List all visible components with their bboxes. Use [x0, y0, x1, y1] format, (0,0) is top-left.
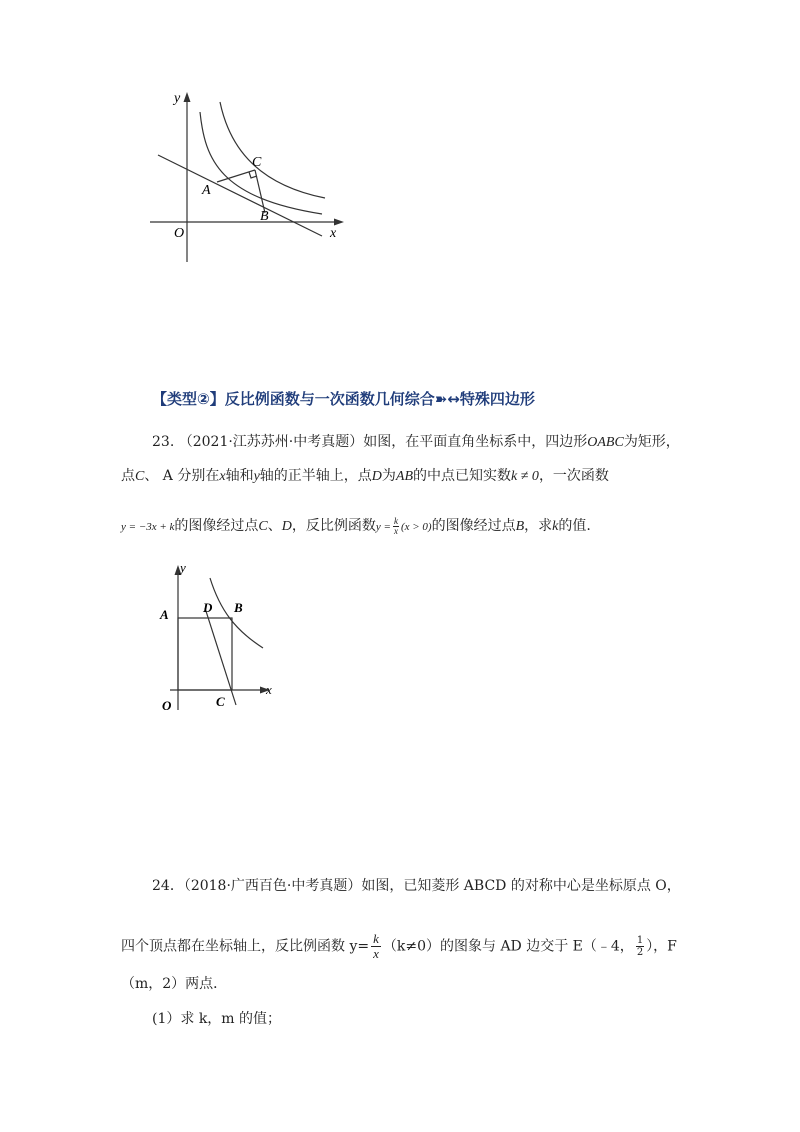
q23-text: ，求	[524, 518, 553, 534]
q23-text: 的图像经过点	[174, 518, 259, 534]
q24-frac-denominator: x	[373, 946, 379, 961]
q24-text: ），F	[646, 938, 677, 955]
q23-line-1	[152, 432, 680, 453]
q23-func2-condition: (x > 0)	[400, 521, 432, 533]
q23-linear-function: y = −3x + k	[121, 521, 175, 533]
q23-text: ，反比例函数	[291, 518, 376, 534]
q23-segment-ab: AB	[395, 469, 414, 484]
q23-line-2	[121, 466, 609, 487]
q24-fraction-half	[636, 935, 644, 958]
q24-fraction-k-over-x	[371, 932, 381, 961]
label-o: O	[174, 226, 185, 241]
q23-text: 、	[267, 518, 282, 534]
q24-line-1: 24．（2018·广西百色·中考真题）如图，已知菱形 ABCD 的对称中心是坐标原点 O，	[152, 878, 681, 894]
q23-text: 的中点已知实数	[413, 468, 512, 484]
q23-text: 、 A 分别在	[144, 468, 220, 484]
rectangle-oabc	[178, 618, 232, 690]
q23-func2-numerator: k	[393, 515, 398, 526]
label-c: C	[252, 155, 262, 170]
q23-source: （2021·江苏苏州·中考真题）如图，在平面直角坐标系中，四边形	[178, 434, 588, 450]
label-a: A	[160, 607, 169, 622]
q24-text: （k≠0）的图象与 AD 边交于 E（﹣4，	[382, 938, 634, 955]
q23-line-3	[121, 516, 591, 537]
q23-text: 轴的正半轴上，点	[259, 468, 372, 484]
q23-line1-end: 为矩形，	[623, 434, 680, 450]
label-x: x	[266, 682, 272, 697]
q23-point-b: B	[515, 519, 525, 534]
q23-point-c: C	[258, 519, 268, 534]
q23-number: 23.	[152, 434, 175, 450]
q23-oabc: OABC	[587, 435, 624, 450]
q23-text: 为	[381, 468, 396, 484]
label-c: C	[216, 694, 225, 709]
q23-point-c: C	[135, 469, 145, 484]
q23-k-condition: k ≠ 0	[511, 469, 539, 484]
outer-hyperbola-curve	[220, 102, 325, 198]
q24-line-3: （m，2）两点．	[121, 976, 228, 992]
q23-text: 轴和	[225, 468, 254, 484]
q24-half-denominator: 2	[636, 947, 644, 958]
q23-text: 的图像经过点	[431, 518, 516, 534]
q23-var-x: x	[219, 469, 226, 484]
q23-point-d: D	[371, 469, 382, 484]
label-b: B	[234, 600, 243, 615]
label-a: A	[202, 183, 211, 198]
figure-1-hyperbola-diagram	[140, 90, 360, 270]
q23-text: 的值.	[558, 518, 591, 534]
q24-text: 四个顶点都在坐标轴上，反比例函数 y=	[121, 938, 370, 955]
q23-var-k: k	[552, 519, 559, 534]
q23-var-y: y	[253, 469, 260, 484]
straight-line	[158, 155, 322, 236]
label-d: D	[203, 600, 213, 615]
label-x: x	[330, 226, 337, 241]
label-o: O	[162, 698, 172, 713]
q23-text: 点	[121, 468, 135, 484]
section-title: 【类型②】反比例函数与一次函数几何综合➽↔特殊四边形	[152, 390, 535, 408]
q24-half-numerator: 1	[636, 935, 644, 946]
q23-func2-y: y =	[375, 521, 391, 533]
q24-line-4: (1）求 k，m 的值；	[152, 1011, 282, 1027]
q23-text: ，一次函数	[538, 468, 609, 484]
q24-line-2	[121, 932, 677, 961]
label-y: y	[174, 91, 181, 106]
label-b: B	[260, 209, 269, 224]
label-y: y	[180, 560, 186, 575]
figure-2-rectangle-diagram	[150, 560, 290, 720]
q24-frac-numerator: k	[373, 931, 379, 946]
segment-ac	[217, 170, 255, 182]
q23-point-d: D	[281, 519, 292, 534]
q23-func2-denominator: x	[393, 525, 398, 536]
q23-func2-fraction	[393, 517, 399, 536]
